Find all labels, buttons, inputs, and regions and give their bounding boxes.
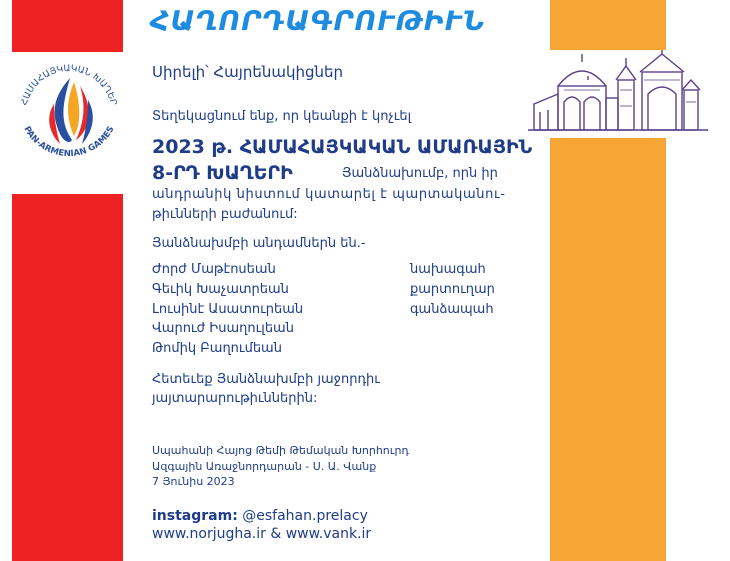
member-role: քարտուղար <box>410 282 495 297</box>
instagram-label: instagram: <box>152 508 238 524</box>
signature-date: 7 Յունիս 2023 <box>152 475 235 488</box>
logo-bottom-text: PAN-ARMENIAN GAMES <box>21 124 117 160</box>
logo-arc-text: ՀԱՄԱՀԱՅԿԱԿԱՆ ԽԱՂԵՐ <box>19 63 119 107</box>
member-name: Վարուժ Իսաղուլեան <box>152 321 294 336</box>
instagram-handle[interactable]: @esfahan.prelacy <box>242 508 368 524</box>
instagram-line <box>152 508 368 524</box>
pan-armenian-games-logo <box>14 56 124 188</box>
headline-games: 2023 թ. ՀԱՄԱՀԱՅԿԱԿԱՆ ԱՄԱՌԱՅԻՆ <box>152 136 533 158</box>
member-name: Գեւիկ Խաչատրեան <box>152 282 289 297</box>
member-name: Թոմիկ Բաղումեան <box>152 341 282 356</box>
member-name: Ժորժ Մաթէոսեան <box>152 262 276 277</box>
page-title: ՀԱՂՈՐԴԱԳՐՈՒԹԻՒՆ <box>150 6 486 37</box>
member-role: նախագահ <box>410 262 486 277</box>
paragraph-line: անդրանիկ նիստում կատարել է պարտականու- <box>152 187 506 202</box>
main-dome <box>558 71 606 86</box>
flame-icon <box>49 78 93 144</box>
follow-line: Հետեւեք Յանձնախմբի յաջորդիւ <box>152 372 380 387</box>
vank-cathedral-drawing <box>528 50 708 138</box>
greeting-line: Սիրելի՝ Հայրենակիցներ <box>152 63 344 81</box>
headline-committee: Յանձնախումբ, որն իր <box>342 166 498 181</box>
notice-line: Տեղեկացնում ենք, որ կեանքի է կոչւել <box>152 109 412 124</box>
signature-council: Սպահանի Հայոց Թեմի Թեմական Խորհուրդ <box>152 444 409 457</box>
members-heading: Յանձնախմբի անդամներն են.- <box>152 236 366 251</box>
website-links[interactable]: www.norjugha.ir & www.vank.ir <box>152 526 372 542</box>
follow-line-end: յայտարարութիւններին: <box>152 391 318 406</box>
headline-edition: 8-ՐԴ ԽԱՂԵՐԻ <box>152 162 293 184</box>
signature-prelacy: Ազգային Առաջնորդարան - Ս. Ա. Վանք <box>152 460 377 473</box>
member-role: գանձապահ <box>410 302 494 317</box>
member-name: Լուսինէ Ասատուրեան <box>152 302 304 317</box>
paragraph-line-end: թիւնների բաժանում: <box>152 207 298 222</box>
left-tower <box>618 80 634 130</box>
